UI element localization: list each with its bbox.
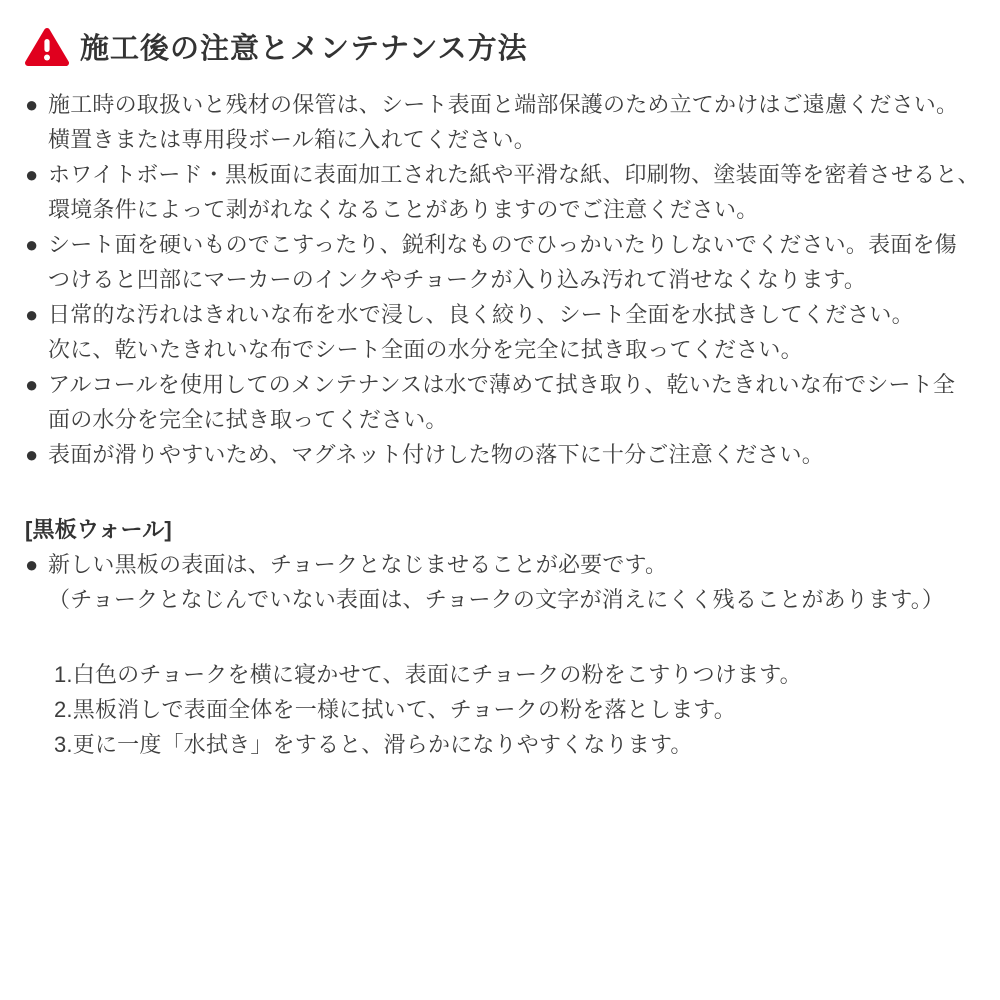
note-text-line: 日常的な汚れはきれいな布を水で浸し、良く絞り、シート全面を水拭きしてください。: [48, 302, 914, 327]
chalk-preparation-steps: [25, 657, 1000, 762]
note-item-chalk-conditioning: [25, 547, 1000, 617]
note-item-magnet: [25, 437, 1000, 472]
note-text-line: 次に、乾いたきれいな布でシート全面の水分を完全に拭き取ってください。: [48, 337, 803, 362]
note-text-line: 表面が滑りやすいため、マグネット付けした物の落下に十分ご注意ください。: [48, 442, 824, 467]
document-header: [25, 26, 1000, 67]
step-2: 2.黒板消しで表面全体を一様に拭いて、チョークの粉を落とします。: [54, 697, 736, 722]
bullet-marker: ●: [25, 552, 39, 577]
note-item-adhesion: [25, 157, 1000, 227]
bullet-marker: ●: [25, 372, 39, 397]
note-item-storage: [25, 87, 1000, 157]
note-text-line: 新しい黒板の表面は、チョークとなじませることが必要です。: [48, 552, 668, 577]
blackboard-wall-section-heading: [黒板ウォール]: [25, 517, 172, 542]
bullet-marker: ●: [25, 232, 39, 257]
note-text-line: シート面を硬いものでこすったり、鋭利なものでひっかいたりしないでください。表面を傷: [48, 232, 957, 257]
note-text-line: 施工時の取扱いと残材の保管は、シート表面と端部保護のため立てかけはご遠慮ください。: [48, 92, 959, 117]
note-item-scratch: [25, 227, 1000, 297]
page-title: 施工後の注意とメンテナンス方法: [80, 33, 528, 65]
step-3: 3.更に一度「水拭き」をすると、滑らかになりやすくなります。: [54, 732, 693, 757]
note-text-line: ホワイトボード・黒板面に表面加工された紙や平滑な紙、印刷物、塗装面等を密着させると、: [48, 162, 980, 187]
warning-triangle-icon: [25, 27, 69, 67]
note-item-daily-cleaning: [25, 297, 1000, 367]
note-item-alcohol: [25, 367, 1000, 437]
note-text-line: 横置きまたは専用段ボール箱に入れてください。: [48, 127, 536, 152]
note-text-line: アルコールを使用してのメンテナンスは水で薄めて拭き取り、乾いたきれいな布でシート全: [48, 372, 956, 397]
note-text-line: 面の水分を完全に拭き取ってください。: [48, 407, 448, 432]
bullet-marker: ●: [25, 92, 39, 117]
note-text-line: つけると凹部にマーカーのインクやチョークが入り込み汚れて消せなくなります。: [48, 267, 867, 292]
note-text-line: 環境条件によって剥がれなくなることがありますのでご注意ください。: [48, 197, 759, 222]
bullet-marker: ●: [25, 302, 39, 327]
note-text-line: （チョークとなじんでいない表面は、チョークの文字が消えにくく残ることがあります。）: [48, 587, 945, 612]
bullet-marker: ●: [25, 162, 39, 187]
maintenance-notes-list: [25, 87, 1000, 762]
step-1: 1.白色のチョークを横に寝かせて、表面にチョークの粉をこすりつけます。: [54, 662, 802, 687]
bullet-marker: ●: [25, 442, 39, 467]
